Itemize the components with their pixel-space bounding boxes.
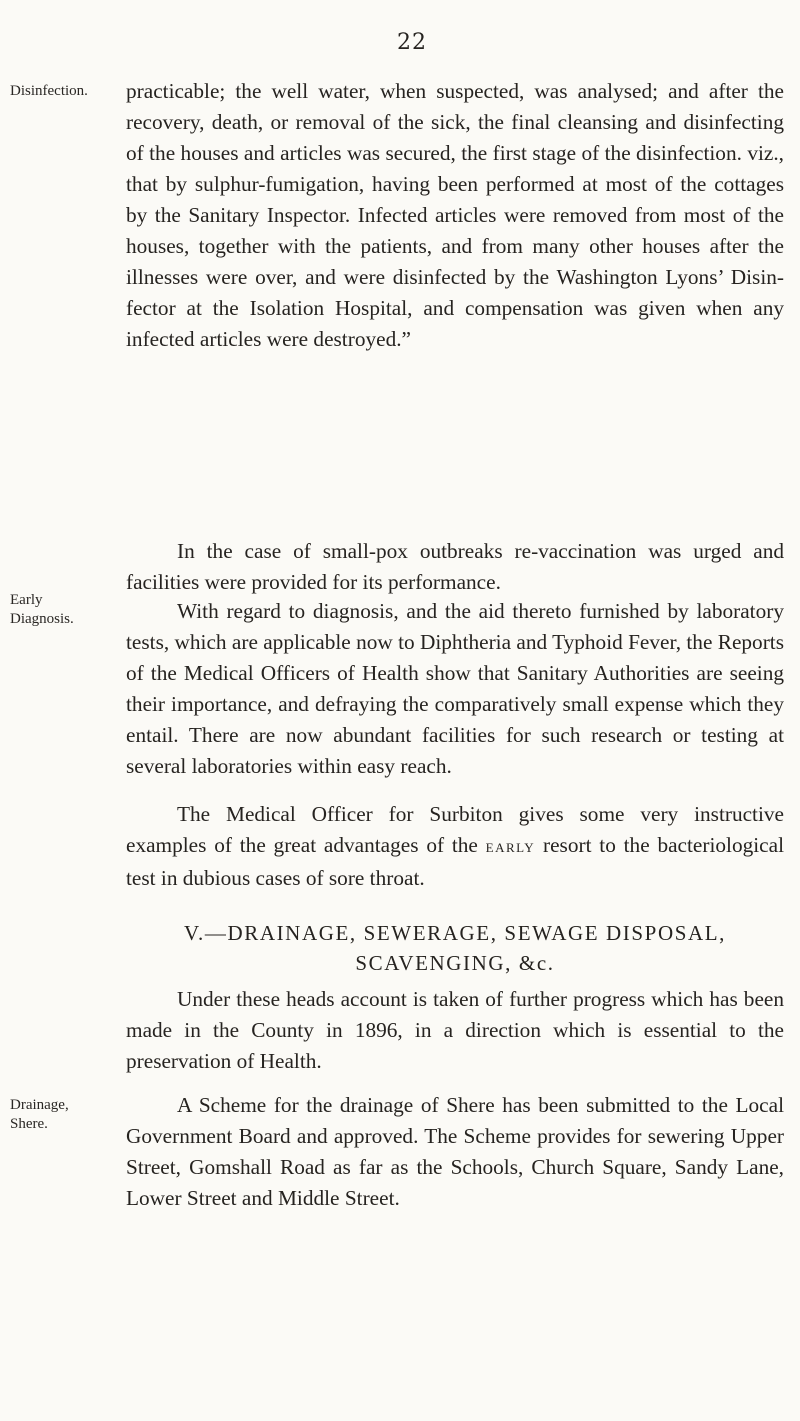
paragraph-surbiton-block	[126, 799, 784, 894]
margin-note-early-diagnosis	[10, 591, 110, 629]
paragraph-disinfection-block	[126, 76, 784, 355]
page-number: 22	[397, 30, 427, 55]
surbiton-text-after: resort to the bacteriological test in dubious cases of sore throat.	[126, 833, 784, 890]
paragraph-diagnosis: With regard to diagnosis, and the aid thereto furnished by laboratory tests, which are applicable now to Diphtheria and Typhoid Fever, the Reports of the Medical Officers of Health show that Sanitary Authorities are seeing their importance, and defraying the comparatively small expense which they entail. There are now abundant facilities for such research or testing at several laboratories within easy reach.	[126, 599, 784, 778]
margin-note-line: Shere.	[10, 1116, 48, 1132]
paragraph-shere-scheme: A Scheme for the drainage of Shere has been submitted to the Local Government Board and approved. The Scheme provides for sewering Upper Street, Gomshall Road as far as the Schools, Church Square, Sandy Lane, Lower Street and Middle Street.	[126, 1093, 784, 1210]
margin-note-drainage	[10, 1096, 110, 1134]
paragraph-diagnosis-block	[126, 596, 784, 782]
paragraph-disinfection: practicable; the well water, when suspected, was analysed; and after the recovery, death, or removal of the sick, the final cleansing and disinfecting of the houses and articles was secured, the first stage of the disinfection. viz., that by sulphur-fumigation, having been performed at most of the cottages by the Sanitary Inspector. Infected articles were removed from most of the houses, together with the patients, and from many other houses after the illnesses were over, and were disinfected by the Washington Lyons’ Disinfector at the Isolation Hospital, and compensation was given when any infected articles were destroyed.”	[126, 79, 784, 351]
paragraph-smallpox-block	[126, 536, 784, 598]
emphasis-early: EARLY	[485, 840, 536, 855]
margin-note-disinfection	[10, 82, 110, 101]
section-heading	[126, 918, 784, 978]
surbiton-text-before: The Medical Officer for Surbiton gives some very instructive examples of the great advantages of the	[126, 802, 784, 857]
section-heading-line-2: SCAVENGING, &c.	[355, 951, 555, 975]
paragraph-drainage-intro: Under these heads account is taken of further progress which has been made in the County in 1896, in a direction which is essential to the preservation of Health.	[126, 987, 784, 1073]
paragraph-surbiton	[126, 799, 784, 894]
margin-note-text: Disinfection.	[10, 83, 88, 99]
margin-note-line: Diagnosis.	[10, 611, 74, 627]
margin-note-line: Early	[10, 592, 43, 608]
margin-note-line: Drainage,	[10, 1097, 69, 1113]
paragraph-smallpox: In the case of small-pox outbreaks re-vaccination was urged and facilities were provided for its performance.	[126, 539, 784, 594]
section-heading-line-1: V.—DRAINAGE, SEWERAGE, SEWAGE DISPOSAL,	[183, 921, 727, 945]
paragraph-drainage-intro-block	[126, 984, 784, 1077]
paragraph-shere-block	[126, 1090, 784, 1214]
